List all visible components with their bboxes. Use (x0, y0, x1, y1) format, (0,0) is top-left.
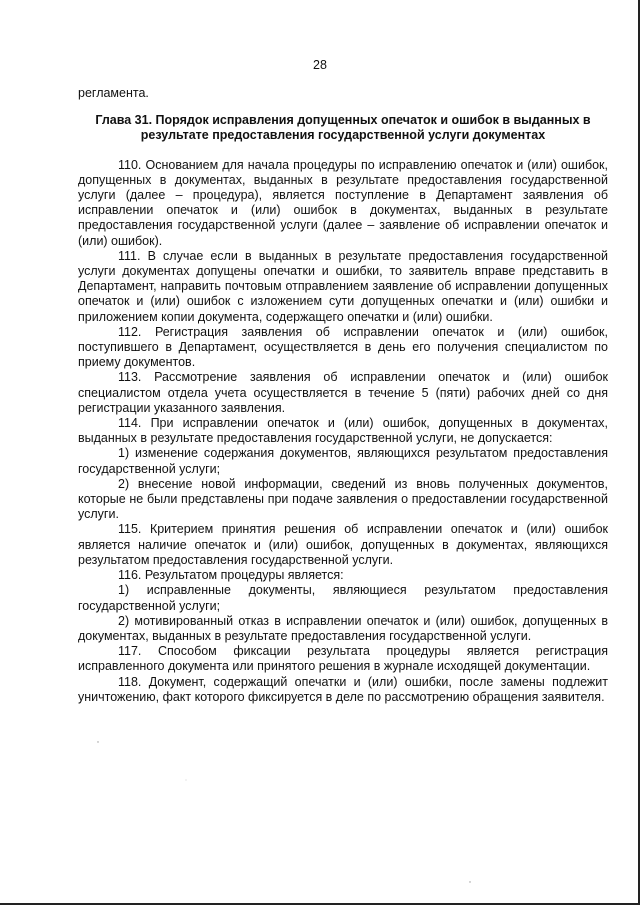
paragraph-115: 115. Критерием принятия решения об исправлении опечаток и (или) ошибок является наличие опечаток и (или) ошибок, допущенных в документах, являющихся результатом предоставления государственной услуги. (78, 522, 608, 567)
paragraph-118: 118. Документ, содержащий опечатки и (или) ошибки, после замены подлежит уничтожению, факт которого фиксируется в деле по рассмотрению обращения заявителя. (78, 674, 608, 704)
lead-text: регламента. (78, 86, 149, 100)
paragraph-114-item-2: 2) внесение новой информации, сведений из вновь полученных документов, которые не были представлены при подаче заявления о предоставлении государственной услуги. (78, 476, 608, 522)
paragraph-111: 111. В случае если в выданных в результате предоставления государственной услуги документах допущены опечатки и ошибки, то заявитель вправе представить в Департамент, направить почтовым отправлением заявление об исправлении допущенных опечаток и (или) ошибок с изложением сути допущенных опечатки и (или) ошибки и приложением копии документа, содержащего опечатки и (или) ошибки. (78, 248, 608, 324)
speck (97, 741, 98, 742)
paragraph-117: 117. Способом фиксации результата процедуры является регистрация исправленного документа или принятого решения в журнале исходящей документации. (78, 644, 608, 674)
paragraph-114-item-1: 1) изменение содержания документов, являющихся результатом предоставления государственной услуги; (78, 446, 608, 476)
paragraph-116-item-2: 2) мотивированный отказ в исправлении опечаток и (или) ошибок, допущенных в документах, выданных в результате предоставления государственной услуги. (78, 613, 608, 643)
paragraph-112: 112. Регистрация заявления об исправлении опечаток и (или) ошибок, поступившего в Департамент, осуществляется в день его получения специалистом по приему документов. (78, 324, 608, 370)
paragraph-113: 113. Рассмотрение заявления об исправлении опечаток и (или) ошибок специалистом отдела учета осуществляется в течение 5 (пяти) рабочих дней со дня регистрации указанного заявления. (78, 370, 608, 415)
page-content (78, 86, 608, 705)
paragraph-116-item-1: 1) исправленные документы, являющиеся результатом предоставления государственной услуги; (78, 583, 608, 613)
speck (469, 881, 470, 882)
paragraph-114: 114. При исправлении опечаток и (или) ошибок, допущенных в документах, выданных в результате предоставления государственной услуги, не допускается: (78, 416, 608, 446)
chapter-title: Глава 31. Порядок исправления допущенных опечаток и ошибок в выданных в результате предоставления государственной услуги документах (95, 113, 591, 143)
paragraph-110: 110. Основанием для начала процедуры по исправлению опечаток и (или) ошибок, допущенных в документах, выданных в результате предоставления государственной услуги (далее – процедура), является поступление в Департамент заявления об исправлении опечаток и (или) ошибок в документах, выданных в результате предоставления государственной услуги (далее – заявление об исправлении опечаток и (или) ошибок). (78, 157, 608, 248)
speck (186, 780, 187, 781)
page-number: 28 (313, 58, 327, 72)
paragraph-116: 116. Результатом процедуры является: (118, 568, 344, 583)
